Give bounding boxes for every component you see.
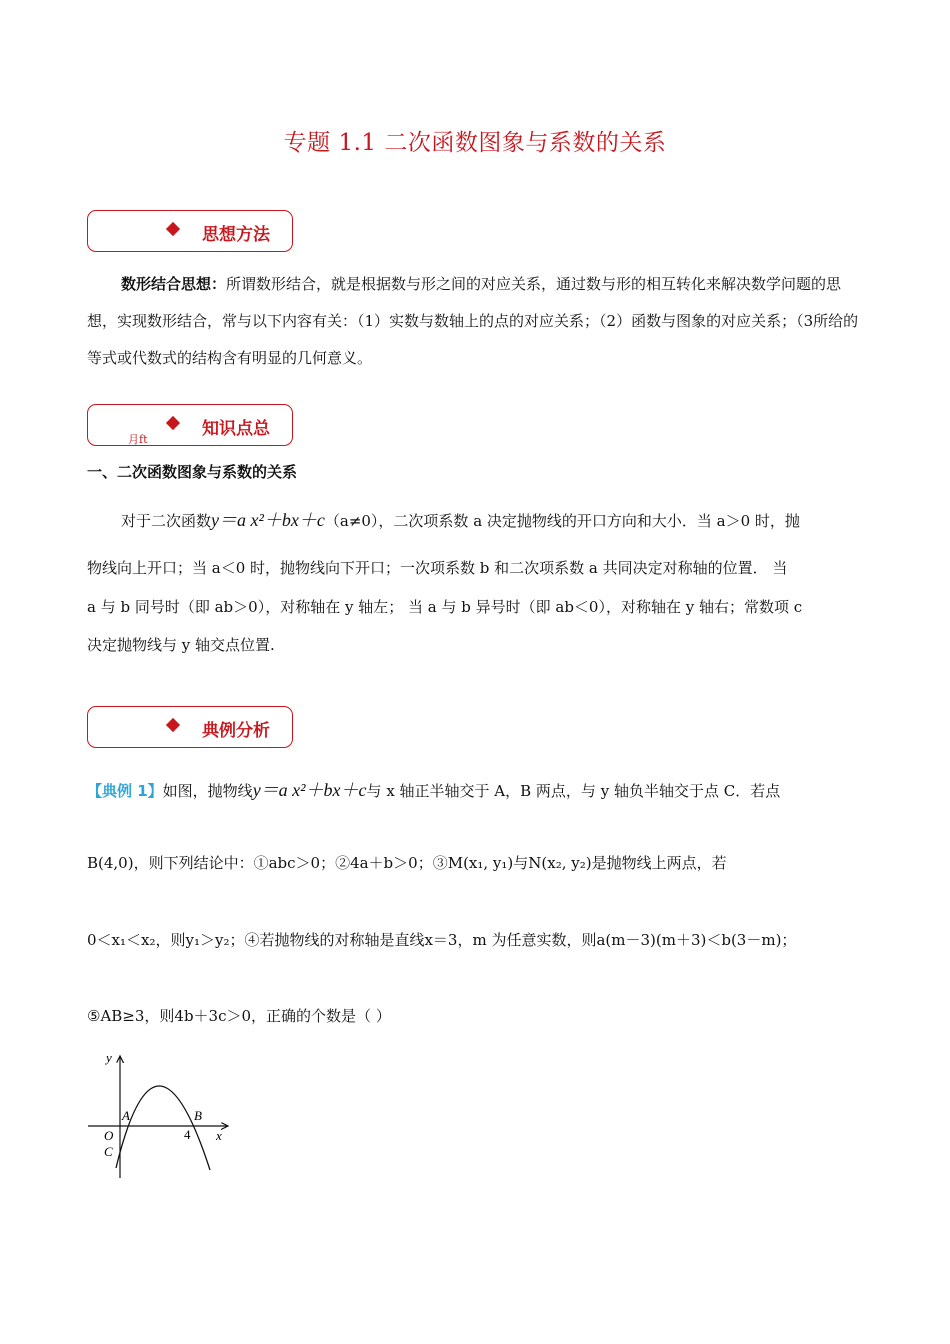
knowledge-line-3: a 与 b 同号时（即 ab＞0），对称轴在 y 轴左； 当 a 与 b 异号时（即 ab＜0），对称轴在 y 轴右；常数项 c <box>87 598 803 616</box>
point-b-label: B <box>194 1108 202 1123</box>
knowledge-line-2: 物线向上开口；当 a＜0 时，抛物线向下开口；一次项系数 b 和二次项系数 a 共同决定对称轴的位置． 当 <box>87 559 788 577</box>
knowledge-line-4: 决定抛物线与 y 轴交点位置. <box>87 636 275 654</box>
method-text: 所谓数形结合，就是根据数与形之间的对应关系，通过数与形的相互转化来解决数学问题的思想，实现数形结合，常与以下内容有关：（1）实数与数轴上的点的对应关系；（2）函数与图象的对应关系；（3所给的等式或代数式的结构含有明显的几何意义。 <box>87 275 859 367</box>
example-line-2: B(4,0)，则下列结论中：①abc＞0；②4a＋b＞0；③M(x₁, y₁)与N(x₂, y₂)是抛物线上两点，若 <box>87 854 727 872</box>
parabola-curve <box>116 1086 210 1170</box>
section-method-box <box>87 210 293 252</box>
page-title: 专题 1.1 二次函数图象与系数的关系 <box>283 130 667 156</box>
point-a-label: A <box>122 1108 130 1123</box>
formula-quadratic: y＝a x²＋bx＋c <box>211 510 325 530</box>
section-example-label: 典例分析 <box>202 721 270 741</box>
x-axis-label: x <box>216 1128 222 1143</box>
example-line-3: 0＜x₁＜x₂，则y₁＞y₂；④若抛物线的对称轴是直线x＝3，m 为任意实数，则a(m－3)(m＋3)＜b(3－m)； <box>87 931 797 949</box>
origin-label: O <box>104 1128 114 1143</box>
point-c-label: C <box>104 1144 113 1159</box>
example-line-4: ⑤AB≥3，则4b＋3c＞0，正确的个数是（ ） <box>87 1007 391 1025</box>
method-paragraph <box>87 266 864 377</box>
section-knowledge-box <box>87 404 293 446</box>
tick-4-label: 4 <box>184 1127 191 1142</box>
stray-mark: 月ft <box>128 433 148 446</box>
y-axis-label: y <box>106 1050 112 1065</box>
section-knowledge-label: 知识点总 <box>202 419 270 439</box>
diamond-icon <box>166 718 180 732</box>
diamond-icon <box>166 416 180 430</box>
knowledge-line-1: 对于二次函数y＝a x²＋bx＋c（a≠0），二次项系数 a 决定抛物线的开口方向和大小．当 a＞0 时，抛 <box>121 510 800 530</box>
example-line-1: 【典例 1】如图，抛物线y＝a x²＋bx＋c与 x 轴正半轴交于 A，B 两点，与 y 轴负半轴交于点 C．若点 <box>87 780 781 800</box>
heading-quadratic-relation: 一、二次函数图象与系数的关系 <box>87 463 298 481</box>
section-method-label: 思想方法 <box>202 225 270 245</box>
diamond-icon <box>166 222 180 236</box>
parabola-graph <box>80 1048 250 1183</box>
method-lead: 数形结合思想： <box>121 275 227 293</box>
section-example-box <box>87 706 293 748</box>
formula-example: y＝a x²＋bx＋c <box>252 780 367 800</box>
example-tag: 【典例 1】 <box>87 782 163 800</box>
